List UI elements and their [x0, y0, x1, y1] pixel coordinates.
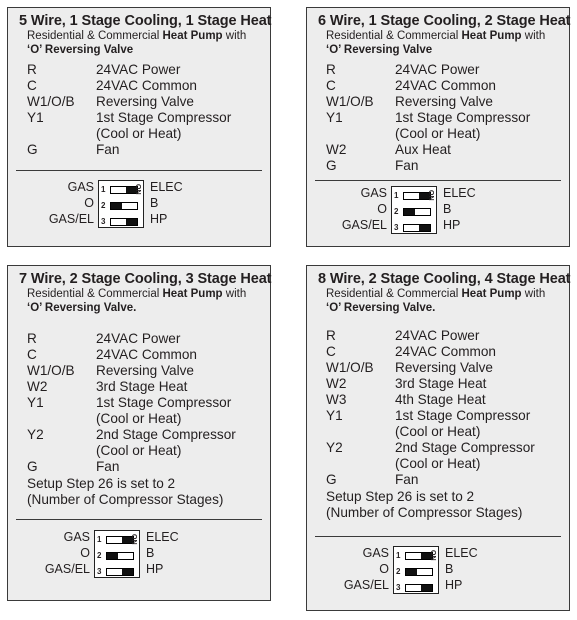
- dip-left-label: GAS/EL: [343, 578, 389, 592]
- dip-switch-body: [391, 186, 437, 234]
- terminal-row: G Fan: [27, 142, 120, 157]
- dip-right-label: HP: [146, 562, 164, 576]
- dip-switch-number: 1: [101, 185, 106, 194]
- dip-right-label: B: [443, 202, 452, 216]
- dip-left-label: O: [80, 546, 90, 560]
- dip-switch-number: 1: [394, 191, 399, 200]
- terminal-row: (Cool or Heat): [395, 456, 481, 471]
- dip-switch-number: 2: [396, 567, 401, 576]
- dip-switch-toggle: [394, 206, 434, 218]
- divider: [315, 536, 561, 537]
- dip-switch-body: [98, 180, 144, 228]
- dip-left-label: GAS: [63, 530, 90, 544]
- dip-right-label: B: [150, 196, 159, 210]
- card-title: 6 Wire, 1 Stage Cooling, 2 Stage Heat: [318, 13, 571, 29]
- dip-left-label: O: [84, 196, 94, 210]
- wiring-card-7-wire: [7, 265, 271, 601]
- card-title: 8 Wire, 2 Stage Cooling, 4 Stage Heat: [318, 271, 571, 287]
- terminal-list: [326, 328, 535, 521]
- dip-right-label: HP: [445, 578, 463, 592]
- dip-switch-knob: [421, 585, 432, 591]
- dip-switch-slot: [106, 568, 134, 576]
- dip-left-label: O: [377, 202, 387, 216]
- divider: [16, 519, 262, 520]
- dip-switch-knob: [111, 203, 122, 209]
- terminal-row: G Fan: [326, 158, 419, 173]
- terminal-list: [27, 331, 236, 508]
- dip-left-label: GAS/EL: [44, 562, 90, 576]
- terminal-row: R 24VAC Power: [326, 328, 480, 343]
- dip-switch-slot: [405, 568, 433, 576]
- terminal-row: Y1 1st Stage Compressor: [326, 408, 531, 423]
- terminal-row: C 24VAC Common: [326, 344, 496, 359]
- dip-switch-toggle: [101, 200, 141, 212]
- terminal-row: C 24VAC Common: [326, 78, 496, 93]
- terminal-row: (Cool or Heat): [96, 443, 182, 458]
- dip-switch-body: [94, 530, 140, 578]
- dip-switch-toggle: [97, 550, 137, 562]
- dip-on-label: ON: [130, 534, 137, 545]
- dip-right-label: B: [146, 546, 155, 560]
- dip-switch-number: 3: [97, 567, 102, 576]
- divider: [315, 180, 561, 181]
- dip-right-label: ELEC: [445, 546, 478, 560]
- dip-switch-knob: [406, 569, 417, 575]
- terminal-row: C 24VAC Common: [27, 78, 197, 93]
- terminal-row: (Cool or Heat): [96, 126, 182, 141]
- dip-switch-slot: [110, 218, 138, 226]
- dip-right-label: B: [445, 562, 454, 576]
- dip-left-label: GAS: [362, 546, 389, 560]
- dip-switch-toggle: [97, 566, 137, 578]
- terminal-row: (Cool or Heat): [395, 126, 481, 141]
- card-title: 5 Wire, 1 Stage Cooling, 1 Stage Heat: [19, 13, 272, 29]
- wiring-card-8-wire: [306, 265, 570, 611]
- dip-left-label: O: [379, 562, 389, 576]
- dip-switch-number: 2: [97, 551, 102, 560]
- card-subtitle: Residential & Commercial Heat Pump with ‘O’ Reversing Valve: [27, 30, 247, 56]
- terminal-row: Y1 1st Stage Compressor: [27, 395, 232, 410]
- dip-switch-slot: [403, 208, 431, 216]
- dip-on-label: ON: [429, 550, 436, 561]
- terminal-row: G Fan: [27, 459, 120, 474]
- dip-switch-slot: [106, 552, 134, 560]
- dip-switch-slot: [405, 584, 433, 592]
- terminal-row: R 24VAC Power: [27, 62, 181, 77]
- dip-switch-toggle: [101, 216, 141, 228]
- card-title: 7 Wire, 2 Stage Cooling, 3 Stage Heat: [19, 271, 272, 287]
- dip-left-label: GAS/EL: [48, 212, 94, 226]
- setup-note: Setup Step 26 is set to 2 (Number of Compressor Stages): [326, 489, 523, 520]
- dip-left-label: GAS: [67, 180, 94, 194]
- dip-switch-number: 3: [396, 583, 401, 592]
- terminal-row: Y2 2nd Stage Compressor: [27, 427, 236, 442]
- dip-switch-number: 2: [101, 201, 106, 210]
- dip-right-label: ELEC: [443, 186, 476, 200]
- terminal-row: W2 3rd Stage Heat: [27, 379, 188, 394]
- dip-switch-number: 1: [97, 535, 102, 544]
- terminal-row: R 24VAC Power: [27, 331, 181, 346]
- dip-switch-toggle: [394, 222, 434, 234]
- terminal-row: W1/O/B Reversing Valve: [27, 94, 194, 109]
- terminal-row: G Fan: [326, 472, 419, 487]
- terminal-row: W1/O/B Reversing Valve: [326, 360, 493, 375]
- terminal-row: C 24VAC Common: [27, 347, 197, 362]
- card-subtitle: Residential & Commercial Heat Pump with ‘O’ Reversing Valve: [326, 30, 546, 56]
- wiring-card-5-wire: [7, 7, 271, 247]
- dip-switch-knob: [404, 209, 415, 215]
- dip-switch-body: [393, 546, 439, 594]
- wiring-card-6-wire: [306, 7, 570, 247]
- terminal-row: (Cool or Heat): [96, 411, 182, 426]
- dip-switch-knob: [419, 225, 430, 231]
- terminal-list: [326, 62, 530, 174]
- terminal-row: W2 Aux Heat: [326, 142, 451, 157]
- dip-switch-knob: [122, 569, 133, 575]
- dip-switch-slot: [110, 202, 138, 210]
- dip-on-label: ON: [134, 184, 141, 195]
- setup-note: Setup Step 26 is set to 2 (Number of Compressor Stages): [27, 476, 224, 507]
- card-subtitle: Residential & Commercial Heat Pump with ‘O’ Reversing Valve.: [326, 288, 546, 314]
- dip-switch-number: 1: [396, 551, 401, 560]
- terminal-row: Y1 1st Stage Compressor: [27, 110, 232, 125]
- terminal-row: R 24VAC Power: [326, 62, 480, 77]
- terminal-row: Y2 2nd Stage Compressor: [326, 440, 535, 455]
- divider: [16, 170, 262, 171]
- dip-right-label: HP: [150, 212, 168, 226]
- dip-switch-knob: [126, 219, 137, 225]
- dip-switch-toggle: [396, 566, 436, 578]
- dip-switch-number: 3: [101, 217, 106, 226]
- terminal-row: (Cool or Heat): [395, 424, 481, 439]
- terminal-row: W2 3rd Stage Heat: [326, 376, 487, 391]
- terminal-row: Y1 1st Stage Compressor: [326, 110, 531, 125]
- dip-switch-number: 3: [394, 223, 399, 232]
- dip-switch-number: 2: [394, 207, 399, 216]
- dip-on-label: ON: [427, 190, 434, 201]
- dip-switch-slot: [403, 224, 431, 232]
- terminal-row: W1/O/B Reversing Valve: [326, 94, 493, 109]
- terminal-row: W3 4th Stage Heat: [326, 392, 486, 407]
- dip-left-label: GAS: [360, 186, 387, 200]
- dip-switch-toggle: [396, 582, 436, 594]
- dip-switch-knob: [107, 553, 118, 559]
- dip-right-label: ELEC: [146, 530, 179, 544]
- card-subtitle: Residential & Commercial Heat Pump with ‘O’ Reversing Valve.: [27, 288, 247, 314]
- dip-right-label: HP: [443, 218, 461, 232]
- terminal-list: [27, 62, 231, 158]
- dip-left-label: GAS/EL: [341, 218, 387, 232]
- dip-right-label: ELEC: [150, 180, 183, 194]
- terminal-row: W1/O/B Reversing Valve: [27, 363, 194, 378]
